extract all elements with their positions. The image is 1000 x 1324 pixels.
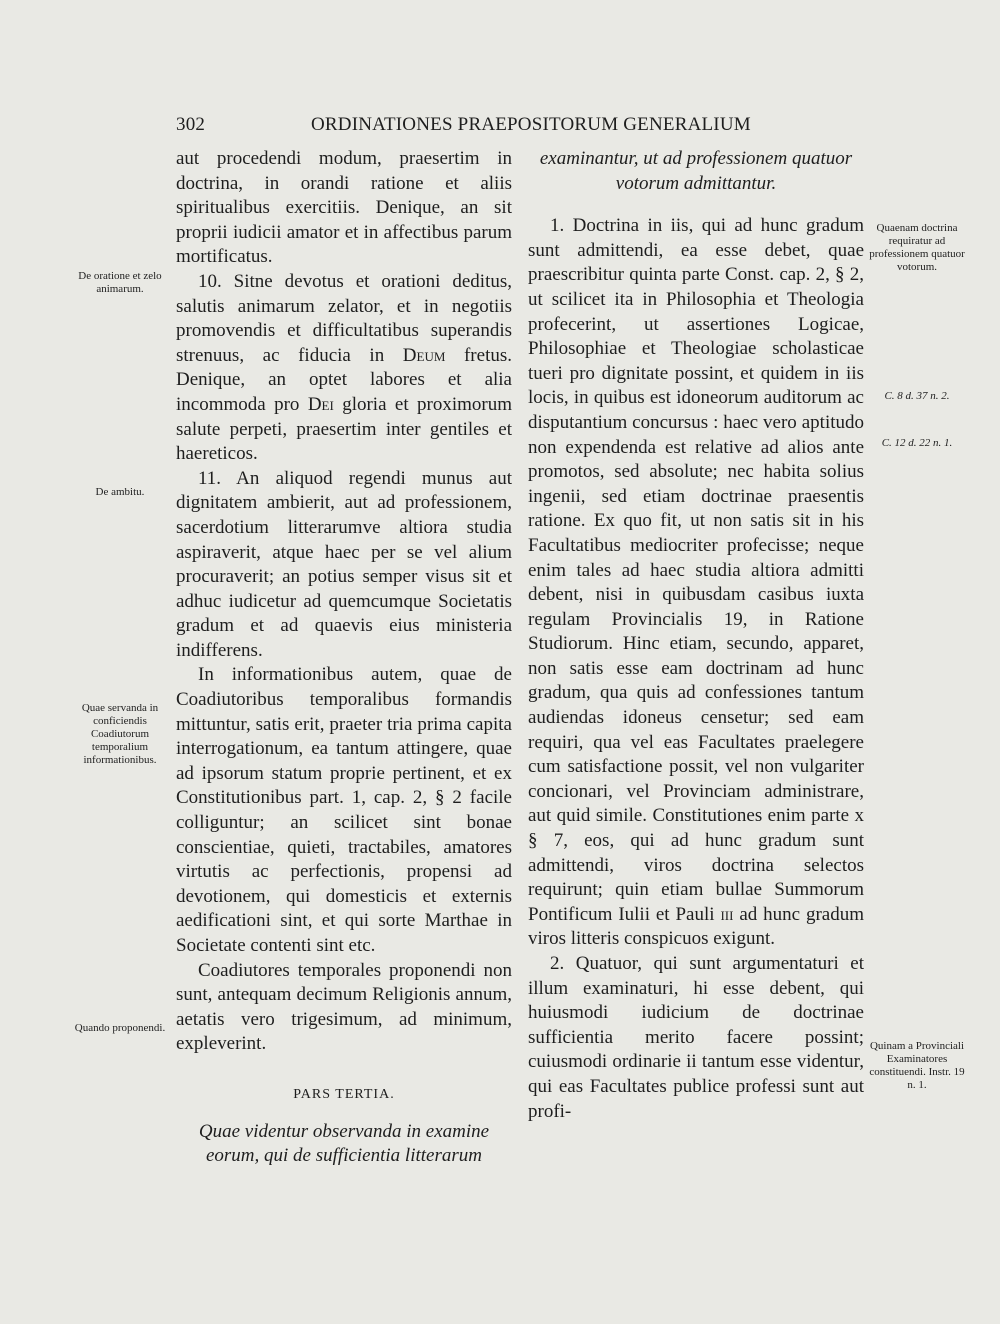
paragraph-coadiutores-info: In informationibus autem, quae de Coadiutoribus temporalibus formandis mittuntur, satis erit, praeter tria prima capita interrogationum, ea tantum attingere, quae ad ipsorum statum proprie pertinent, et ex Constitutionibus part. 1, cap. 2, § 2 facile colliguntur; an scilicet sint bonae conscientiae, quieti, tractabiles, amatores virtutis ac perfectionis, propensi ad devotionem, qui domesticis et externis aedificationi sint, et qui sorte Marthae in Societate contenti sint etc.: [176, 664, 512, 956]
paragraph-10: 10. Sitne devotus et orationi deditus, salutis animarum zelator, et in negotiis promovendis et difficultatibus superandis strenuus, ac fiducia in Deum fretus. Denique, an optet labores et alia incommoda pro Dei gloria et proximorum salute perpeti, praesertim inter gentiles et haereticos.: [176, 270, 512, 465]
section-heading-continued: examinantur, ut ad professionem quatuor votorum admittantur.: [539, 148, 853, 194]
margin-note-examinatores: Quinam a Provinciali Examinatores constituendi. Instr. 19 n. 1.: [869, 1040, 965, 1091]
left-text-column: [176, 147, 512, 1169]
paragraph-1: 1. Doctrina in iis, qui ad hunc gradum sunt admittendi, ea esse debet, quae praescribitur quinta parte Const. cap. 2, § 2, ut scilicet ita in Philosophia et Theologia profecerint, ut assertiones Logicae, Philosophiae et Theologiae scholasticae tueri pro dignitate possint, et quidem in iis locis, in quibus est idoneorum auditorum ac disputantium concursus : haec vero aptitudo non expendenda est relative ad alios ante promotos, sed absolute; nec habita solius ingenii, sed etiam doctrinae praesentis ratione. Ex quo fit, ut non satis sit in his Facultatibus mediocriter profecisse; neque enim tales ad haec studia altiora admitti debent, nisi in quibusdam casibus iuxta regulam Provincialis 19, in Ratione Studiorum. Hinc etiam, secundo, apparet, non satis esse eam doctrinam ad hunc gradum, qua quis ad confessiones tantum audiendas idoneus censetur; sed eam requiri, qua vel eas Facultates praelegere cum satisfactione possit, vel non vulgariter concionari, vel Provinciam administrare, aut quid simile. Constitutiones enim parte x § 7, eos, qui ad hunc gradum sunt admittendi, viros doctrina selectos requirunt; quin etiam bullae Summorum Pontificum Iulii et Pauli iii ad hunc gradum viros litteris conspicuos exigunt.: [528, 215, 865, 950]
section-title: PARS TERTIA.: [293, 1086, 395, 1102]
paragraph-11: 11. An aliquod regendi munus aut dignitatem ambierit, aut ad professionem, sacerdotium litterarumve altiora studia aspiraverit, atque haec per se vel alium procuraverit; an potius semper visus sit et adhuc iudicetur ad quemcumque Societatis gradum et ad quaevis eius ministeria indifferens.: [176, 467, 512, 661]
margin-note-oratione: De oratione et zelo animarum.: [78, 270, 162, 295]
margin-note-ref-1: C. 8 d. 37 n. 2.: [884, 390, 950, 402]
margin-note-ambitu: De ambitu.: [95, 486, 145, 498]
page-number: 302: [176, 114, 206, 135]
margin-note-ref-2: C. 12 d. 22 n. 1.: [881, 437, 953, 449]
section-heading: Quae videntur observanda in examine eorum, qui de sufficientia litterarum: [198, 1120, 490, 1167]
right-text-column: [528, 147, 864, 1124]
running-title: ORDINATIONES PRAEPOSITORUM GENERALIUM: [311, 114, 751, 135]
paragraph: aut procedendi modum, praesertim in doctrina, in orandi ratione et aliis spiritualibus exercitiis. Denique, an sit proprii iudicii amator et in affectibus parum mortificatus.: [176, 148, 512, 268]
paragraph-coadiutores-age: Coadiutores temporales proponendi non sunt, antequam decimum Religionis annum, aetatis vero trigesimum, ad minimum, expleverint.: [176, 959, 512, 1055]
margin-note-doctrina: Quaenam doctrina requiratur ad professionem quatuor votorum.: [869, 222, 965, 273]
paragraph-2: 2. Quatuor, qui sunt argumentaturi et illum examinaturi, hi esse debent, qui huiusmodi iudicium de doctrinae sufficientia merito facere possint; cuiusmodi ordinarie ii tantum esse videntur, qui eas Facultates publice professi sunt aut profi-: [528, 953, 864, 1122]
margin-note-coadiutorum: Quae servanda in conficiendis Coadiutorum temporalium informationibus.: [81, 702, 159, 766]
margin-note-quando: Quando proponendi.: [74, 1022, 166, 1034]
